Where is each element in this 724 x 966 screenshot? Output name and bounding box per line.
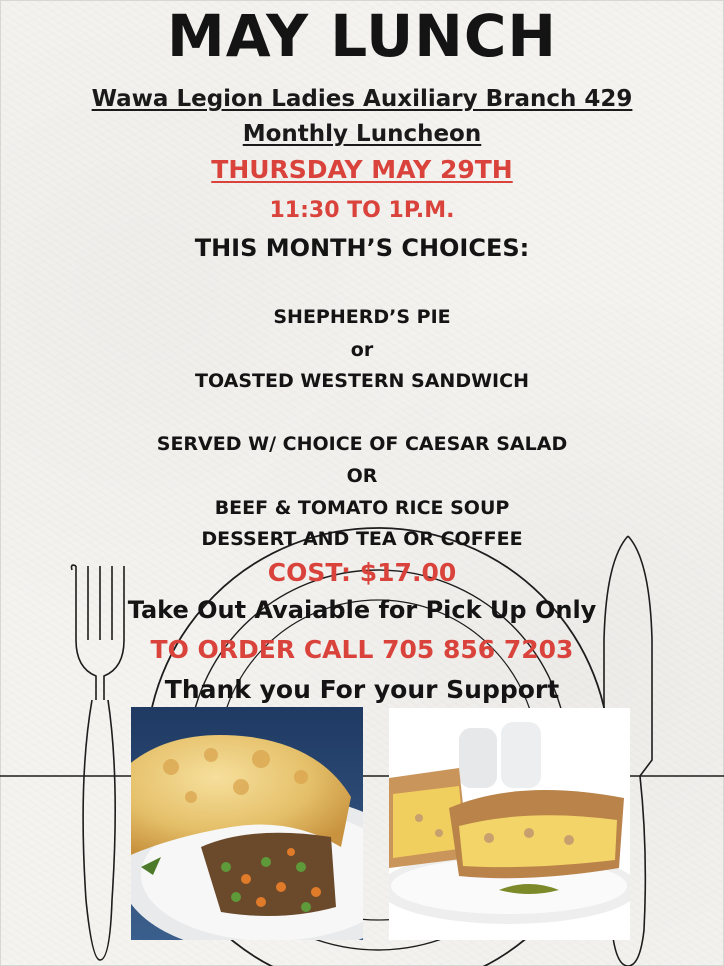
event-time: 11:30 TO 1P.M. [269, 198, 455, 223]
menu-option-western-sandwich: TOASTED WESTERN SANDWICH [195, 370, 529, 392]
menu-soup: BEEF & TOMATO RICE SOUP [214, 497, 510, 519]
shepherds-pie-photo [131, 707, 363, 940]
menu-option-shepherds-pie: SHEPHERD’S PIE [273, 306, 451, 328]
flyer-title: MAY LUNCH [167, 2, 557, 70]
choices-heading: THIS MONTH’S CHOICES: [194, 234, 530, 262]
menu-or-upper: OR [346, 465, 378, 487]
menu-served-with: SERVED W/ CHOICE OF CAESAR SALAD [156, 433, 568, 455]
organization-name: Wawa Legion Ladies Auxiliary Branch 429 [91, 86, 633, 112]
thanks-text: Thank you For your Support [164, 675, 560, 704]
order-phone-text: TO ORDER CALL 705 856 7203 [150, 635, 574, 664]
event-subtitle: Monthly Luncheon [242, 121, 482, 147]
menu-or-lower: or [350, 339, 374, 361]
takeout-text: Take Out Avaiable for Pick Up Only [127, 596, 597, 624]
western-sandwich-photo [389, 708, 630, 940]
menu-dessert: DESSERT AND TEA OR COFFEE [201, 528, 523, 550]
cost-text: COST: $17.00 [267, 558, 457, 587]
event-date: THURSDAY MAY 29TH [211, 155, 513, 184]
